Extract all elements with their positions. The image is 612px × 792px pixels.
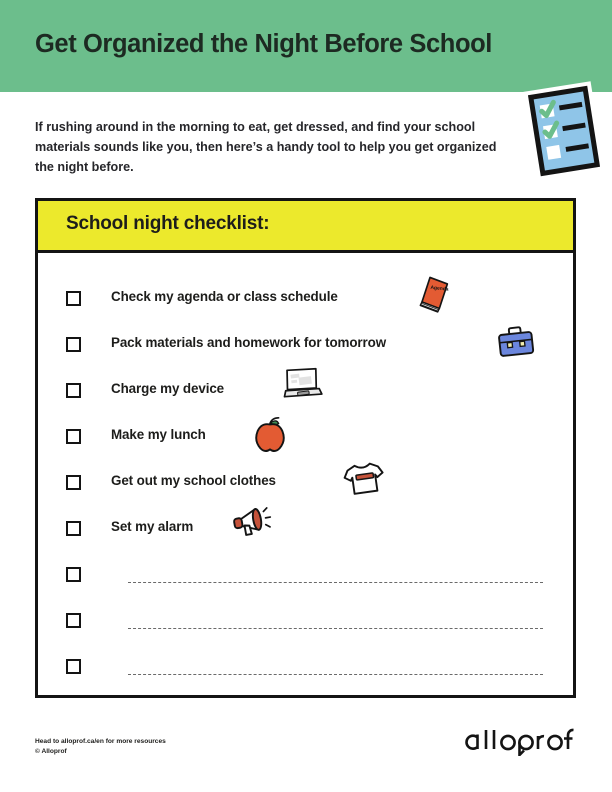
intro-paragraph: If rushing around in the morning to eat, get dressed, and find your school materials sounds like you, then here’s a handy tool to help you get organized the night before. [35,120,497,174]
footer-credits [35,737,166,757]
list-item-label: Set my alarm [111,519,194,534]
apple-icon [249,412,291,458]
checklist-header [38,201,573,253]
list-item[interactable] [38,555,573,601]
checklist-card [35,198,576,698]
checklist-body [38,253,573,695]
checkbox[interactable] [66,337,81,352]
checkbox[interactable] [66,475,81,490]
svg-text:Agenda: Agenda [430,285,449,293]
list-item-label: Check my agenda or class schedule [111,289,338,304]
list-item-label: Pack materials and homework for tomorrow [111,335,387,350]
write-in-line[interactable] [128,674,543,675]
checkbox[interactable] [66,291,81,306]
clipboard-checklist-icon [516,80,612,182]
checkbox[interactable] [66,429,81,444]
footer-line-2: © Alloprof [35,748,67,755]
list-item-label: Charge my device [111,381,225,396]
list-item-label: Make my lunch [111,427,206,442]
laptop-icon [277,359,327,405]
page-title: Get Organized the Night Before School [35,30,492,58]
list-item[interactable] [38,509,573,555]
checkbox[interactable] [66,521,81,536]
checklist-title: School night checklist: [66,213,270,234]
list-item[interactable] [38,279,573,325]
tshirt-icon [339,455,389,501]
checkbox[interactable] [66,567,81,582]
list-item[interactable] [38,601,573,647]
list-item[interactable] [38,417,573,463]
write-in-line[interactable] [128,628,543,629]
megaphone-icon [228,501,278,547]
checkbox[interactable] [66,659,81,674]
list-item-label: Get out my school clothes [111,473,276,488]
write-in-line[interactable] [128,582,543,583]
briefcase-icon [493,320,539,366]
agenda-book-icon [415,271,459,315]
list-item[interactable] [38,371,573,417]
checkbox[interactable] [66,383,81,398]
footer-line-1: Head to alloprof.ca/en for more resources [35,738,166,745]
list-item[interactable] [38,647,573,693]
alloprof-logo [462,726,578,756]
checkbox[interactable] [66,613,81,628]
list-item[interactable] [38,463,573,509]
